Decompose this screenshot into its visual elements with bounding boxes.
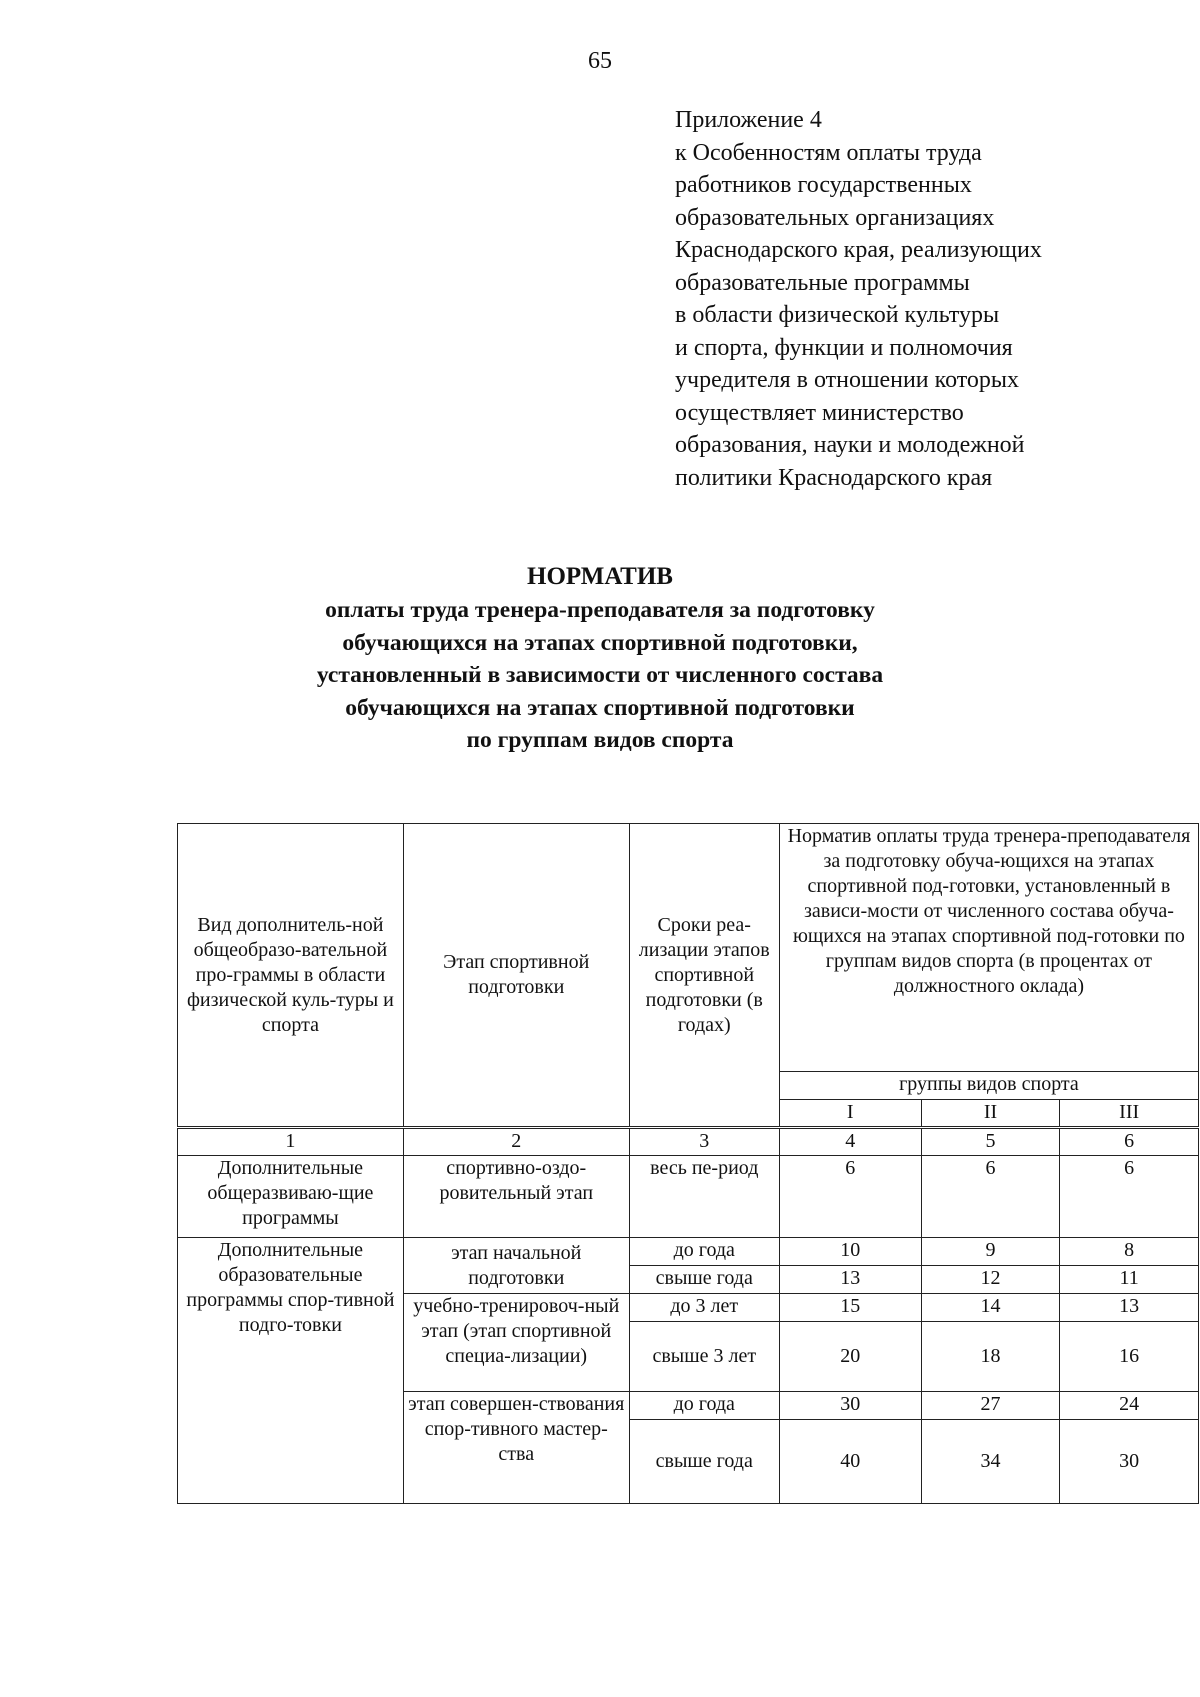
value-cell: 34 <box>921 1420 1060 1504</box>
term-cell: свыше года <box>629 1420 779 1504</box>
column-number: 1 <box>178 1128 404 1156</box>
stage-training: учебно-тренировоч-ный этап (этап спортивной специа-лизации) <box>403 1294 629 1392</box>
value-cell: 27 <box>921 1392 1060 1420</box>
stage-health: спортивно-оздо-ровительный этап <box>403 1156 629 1238</box>
appendix-line: работников государственных <box>675 172 972 198</box>
appendix-line: политики Краснодарского края <box>675 464 993 491</box>
value-cell: 16 <box>1060 1322 1199 1392</box>
value-cell: 12 <box>921 1266 1060 1294</box>
value-cell: 6 <box>1060 1156 1199 1238</box>
appendix-line: осуществляет министерство <box>675 399 964 426</box>
norm-table <box>177 823 1199 1504</box>
column-number: 5 <box>921 1128 1060 1156</box>
page-number: 65 <box>588 48 612 74</box>
appendix-line: к Особенностям оплаты труда <box>675 139 982 166</box>
appendix-header <box>675 104 1175 494</box>
document-title-block <box>0 560 1200 757</box>
value-cell: 40 <box>779 1420 921 1504</box>
header-stage: Этап спортивной подготовки <box>403 824 629 1128</box>
header-norm: Норматив оплаты труда тренера-преподавателя за подготовку обуча-ющихся на этапах спортивной под-готовки, установленный в зависи-мости от численного состава обуча-ющихся на этапах спортивной под-готовки по группам видов спорта (в процентах от должностного оклада) <box>779 824 1198 1072</box>
value-cell: 13 <box>779 1266 921 1294</box>
value-cell: 13 <box>1060 1294 1199 1322</box>
header-program-type: Вид дополнитель-ной общеобразо-вательной про-граммы в области физической куль-туры и спорта <box>178 824 404 1128</box>
term-cell: до года <box>629 1392 779 1420</box>
value-cell: 14 <box>921 1294 1060 1322</box>
appendix-line: Приложение 4 <box>675 107 822 133</box>
value-cell: 6 <box>779 1156 921 1238</box>
appendix-line: образовательных организациях <box>675 204 995 231</box>
term-cell: до 3 лет <box>629 1294 779 1322</box>
value-cell: 20 <box>779 1322 921 1392</box>
subtitle-line: обучающихся на этапах спортивной подготовки <box>345 694 855 721</box>
header-group-2: II <box>921 1100 1060 1128</box>
header-group-1: I <box>779 1100 921 1128</box>
value-cell: 18 <box>921 1322 1060 1392</box>
term-cell: весь пе-риод <box>629 1156 779 1238</box>
appendix-line: Краснодарского края, реализующих <box>675 237 1042 263</box>
value-cell: 24 <box>1060 1392 1199 1420</box>
column-number: 4 <box>779 1128 921 1156</box>
value-cell: 8 <box>1060 1238 1199 1266</box>
value-cell: 6 <box>921 1156 1060 1238</box>
stage-mastery: этап совершен-ствования спор-тивного мастер-ства <box>403 1392 629 1504</box>
subtitle-line: по группам видов спорта <box>466 727 734 753</box>
appendix-line: образовательные программы <box>675 269 970 296</box>
subtitle-line: обучающихся на этапах спортивной подготовки, <box>342 629 858 656</box>
value-cell: 30 <box>1060 1420 1199 1504</box>
document-title: НОРМАТИВ <box>527 563 673 590</box>
header-group-3: III <box>1060 1100 1199 1128</box>
value-cell: 10 <box>779 1238 921 1266</box>
appendix-line: образования, науки и молодежной <box>675 432 1025 458</box>
value-cell: 9 <box>921 1238 1060 1266</box>
term-cell: свыше 3 лет <box>629 1322 779 1392</box>
column-number: 2 <box>403 1128 629 1156</box>
column-number: 6 <box>1060 1128 1199 1156</box>
value-cell: 11 <box>1060 1266 1199 1294</box>
column-number: 3 <box>629 1128 779 1156</box>
value-cell: 15 <box>779 1294 921 1322</box>
program-sport-training: Дополнительные образовательные программы спор-тивной подго-товки <box>178 1238 404 1504</box>
header-sport-groups: группы видов спорта <box>779 1072 1198 1100</box>
appendix-line: учредителя в отношении которых <box>675 367 1020 393</box>
term-cell: свыше года <box>629 1266 779 1294</box>
subtitle-line: установленный в зависимости от численного состава <box>316 662 884 688</box>
program-general: Дополнительные общеразвиваю-щие программы <box>178 1156 404 1238</box>
term-cell: до года <box>629 1238 779 1266</box>
stage-initial: этап начальной подготовки <box>403 1238 629 1294</box>
appendix-line: в области физической культуры <box>675 302 1000 328</box>
subtitle-line: оплаты труда тренера-преподавателя за подготовку <box>325 597 875 623</box>
value-cell: 30 <box>779 1392 921 1420</box>
appendix-line: и спорта, функции и полномочия <box>675 334 1013 361</box>
header-term: Сроки реа-лизации этапов спортивной подготовки (в годах) <box>629 824 779 1128</box>
